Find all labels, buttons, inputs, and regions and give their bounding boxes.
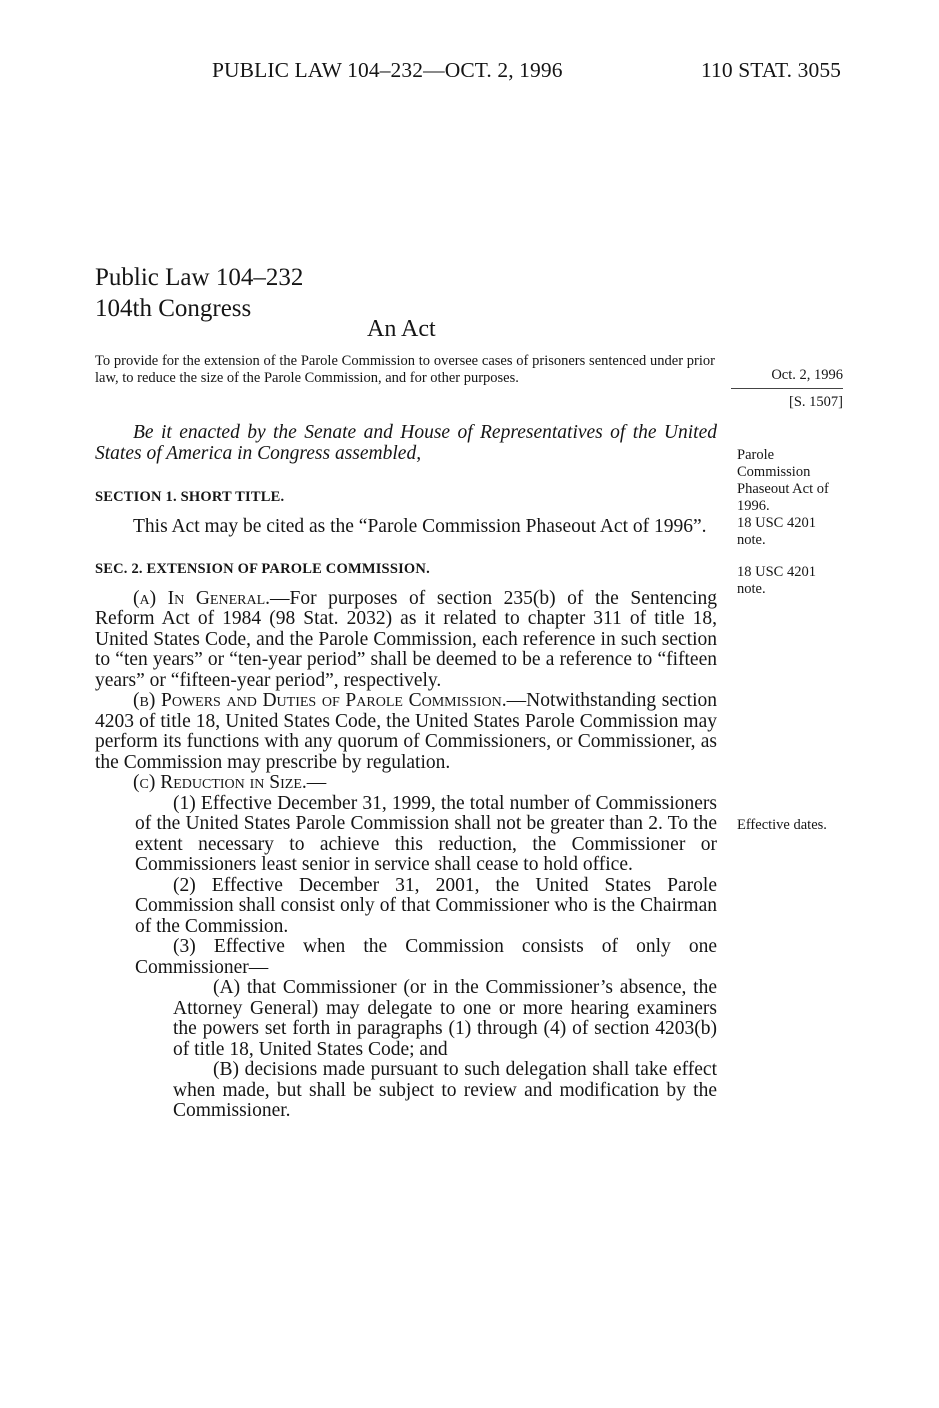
- margin-note-line: 18 USC 4201: [737, 515, 816, 531]
- margin-note-line: Parole: [737, 447, 775, 463]
- subsection-b-text: —Notwithstanding section 4203 of title 18, United States Code, the United States Parole Commission may perform its functions with any quorum of Commissioners, or Commissioner, as the Commission may prescribe by regulation.: [95, 690, 717, 773]
- congress-number: 104th Congress: [95, 295, 252, 322]
- law-title-block: [95, 262, 303, 324]
- public-law-number: Public Law 104–232: [95, 264, 304, 291]
- margin-note-line: note.: [737, 581, 766, 597]
- running-header-left: PUBLIC LAW 104–232—OCT. 2, 1996: [212, 58, 563, 82]
- subsection-b-label: (b) Powers and Duties of Parole Commission.: [133, 690, 507, 711]
- paragraph-c2: (2) Effective December 31, 2001, the United States Parole Commission shall consist only of that Commissioner who is the Chairman of the Commission.: [135, 874, 717, 937]
- subsection-c-label: (c) Reduction in Size.: [133, 772, 307, 793]
- subparagraph-c3B: (B) decisions made pursuant to such delegation shall take effect when made, but shall be subject to review and modification by the Commissioner.: [173, 1059, 717, 1121]
- an-act-heading: An Act: [367, 316, 436, 342]
- section-1-heading: SECTION 1. SHORT TITLE.: [95, 489, 285, 505]
- purpose-clause: To provide for the extension of the Parole Commission to oversee cases of prisoners sentenced under prior law, to reduce the size of the Parole Commission, and for other purposes.: [95, 353, 715, 386]
- bill-number: [S. 1507]: [789, 394, 843, 410]
- section-2-heading: SEC. 2. EXTENSION OF PAROLE COMMISSION.: [95, 561, 430, 577]
- margin-note-line: Commission: [737, 464, 811, 480]
- subsection-c-text: —: [306, 772, 327, 793]
- paragraph-c1: (1) Effective December 31, 1999, the total number of Commissioners of the United States Parole Commission shall not be greater than 2. To the extent necessary to achieve this reduction, the Commissioner or Commissioners least senior in service shall cease to hold office.: [135, 792, 717, 875]
- margin-note-effective: Effective dates.: [737, 817, 827, 833]
- subsection-c: [95, 773, 717, 794]
- margin-note-sec2: [737, 564, 852, 598]
- paragraph-c3: (3) Effective when the Commission consists of only one Commissioner—: [135, 936, 717, 978]
- enactment-date: Oct. 2, 1996: [731, 366, 843, 389]
- subsection-b: [95, 691, 717, 773]
- running-header-page: 110 STAT. 3055: [701, 58, 842, 82]
- subparagraph-c3A: (A) that Commissioner (or in the Commissioner’s absence, the Attorney General) may delegate to one or more hearing examiners the powers set forth in paragraphs (1) through (4) of section 4203(b) of title 18, United States Code; and: [173, 977, 717, 1060]
- margin-note-line: note.: [737, 532, 766, 548]
- margin-note-short-title: [737, 447, 852, 549]
- section-1-text: This Act may be cited as the “Parole Commission Phaseout Act of 1996”.: [133, 515, 707, 537]
- subsection-a-label: (a) In General.: [133, 587, 270, 609]
- subsection-a: [95, 589, 717, 692]
- margin-note-line: Phaseout Act of: [737, 481, 829, 497]
- subsection-a-text: —For purposes of section 235(b) of the Sentencing Reform Act of 1984 (98 Stat. 2032) as it related to chapter 311 of title 18, United States Code, and the Parole Commission, each reference in such section to “ten years” or “ten-year period” shall be deemed to be a reference to “fifteen years” or “fifteen-year period”, respectively.: [95, 587, 718, 691]
- act-body: [95, 422, 717, 1122]
- margin-note-line: 18 USC 4201: [737, 564, 816, 580]
- margin-note-line: 1996.: [737, 498, 770, 514]
- margin-date-block: [731, 366, 843, 412]
- enacting-clause: Be it enacted by the Senate and House of Representatives of the United States of America in Congress assembled,: [95, 422, 717, 464]
